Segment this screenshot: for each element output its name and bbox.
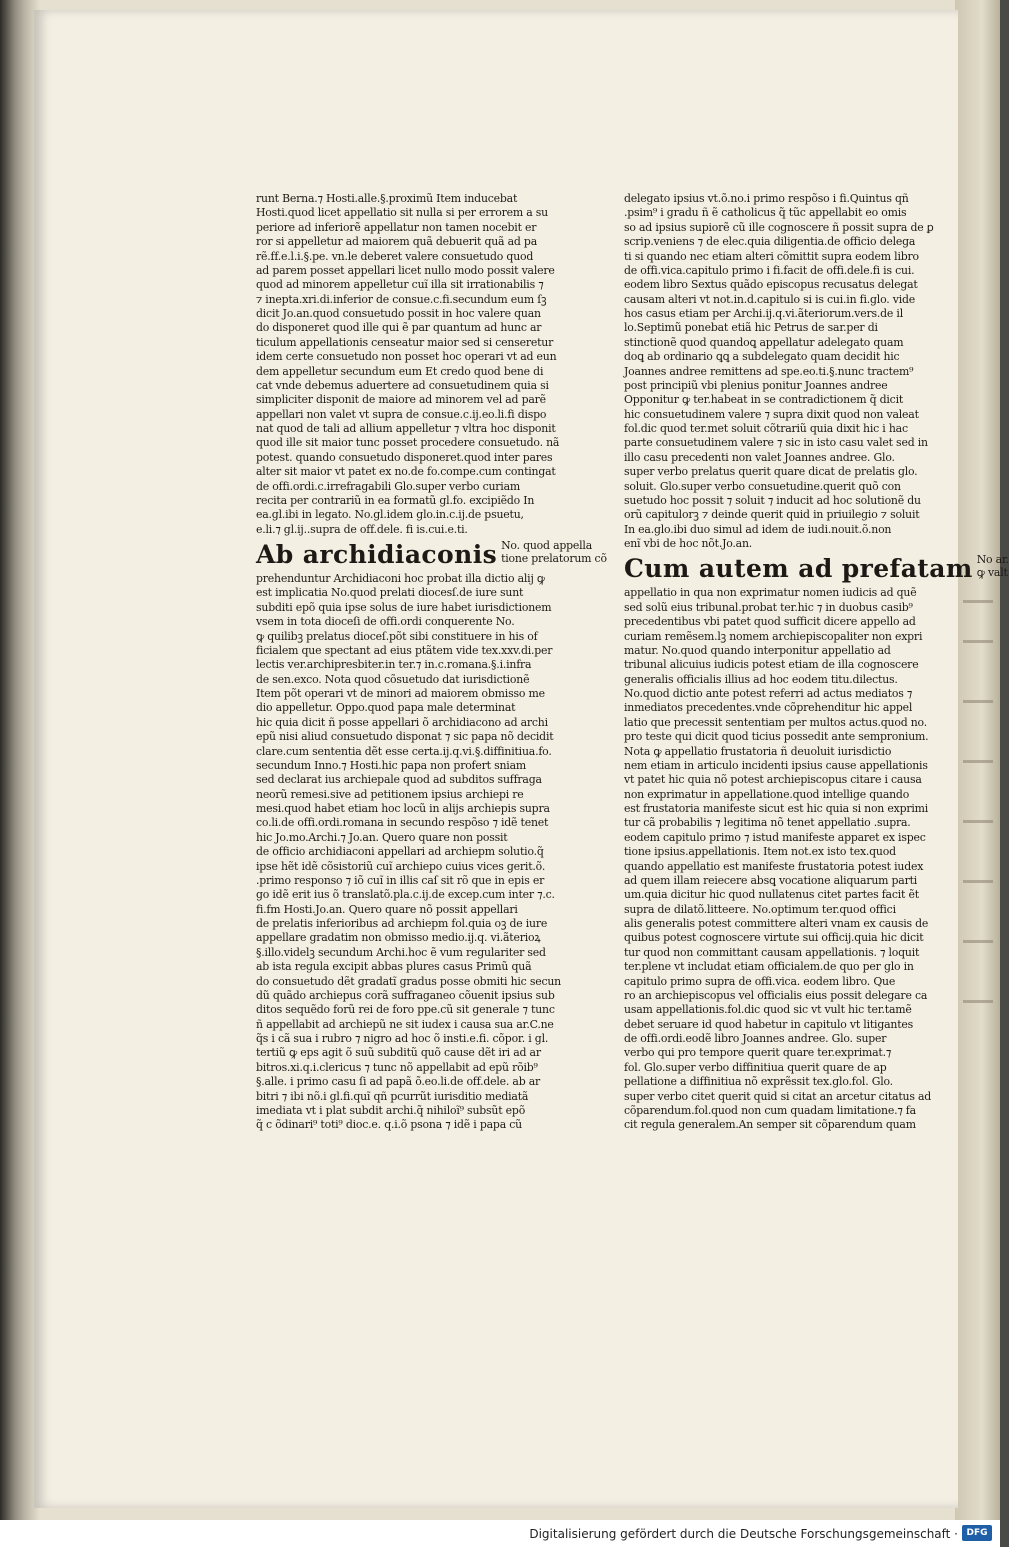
text-line: tur cã probabilis ⁊ legitima nõ tenet appellatio .supra.	[624, 816, 911, 830]
text-line: subditi epõ quia ipse solus de iure habet iurisdictionem	[256, 600, 552, 614]
text-line: de offi.ordi.eodẽ libro Joannes andree. Glo. super	[624, 1032, 887, 1045]
text-line: causam alteri vt not.in.d.capitulo si is cui.in fi.glo. vide	[624, 292, 916, 306]
text-line: potest. quando consuetudo disponeret.quod inter pares	[256, 450, 553, 464]
footer-credit-text: Digitalisierung gefördert durch die Deutsche Forschungsgemeinschaft ·	[529, 1527, 958, 1541]
text-line: do disponeret quod ille qui ẽ par quantum ad hunc ar	[256, 321, 542, 335]
text-line: tur quod non committant causam appellationis. ⁊ loquit	[624, 945, 920, 959]
text-line: e.li.⁊ gl.ij..supra de off.dele. fi is.cui.e.ti.	[256, 522, 468, 536]
text-line: de offi.vica.capitulo primo i fi.facit de offi.dele.fi is cui.	[624, 263, 915, 277]
text-line: sed solũ eius tribunal.probat ter.hic ⁊ in duobus casib⁹	[624, 600, 913, 614]
text-line: dem appelletur secundum eum Et credo quod bene di	[256, 364, 544, 378]
text-line: stinctionẽ quod quandoꝗ appellatur adelegato quam	[624, 335, 904, 349]
text-line: appellari non valet vt supra de consue.c.ij.eo.li.fi dispo	[256, 407, 547, 421]
text-line: usam appellationis.fol.dic quod sic vt vult hic ter.tamẽ	[624, 1003, 912, 1017]
scanned-page	[34, 10, 1009, 1508]
text-line: lectis ver.archipresbiter.in ter.⁊ in.c.romana.§.i.infra	[256, 658, 532, 672]
text-line: hic quia dicit ñ posse appellari õ archidiacono ad archi	[256, 715, 548, 729]
left-section-heading	[256, 539, 607, 571]
text-line: Hosti.quod licet appellatio sit nulla si per errorem a su	[256, 206, 548, 220]
text-line: cit regula generalem.An semper sit cõparendum quam	[624, 1118, 916, 1132]
text-line: pellatione a diffinitiua nõ exprẽssit tex.glo.fol. Glo.	[624, 1075, 893, 1089]
text-line: matur. No.quod quando interponitur appellatio ad	[624, 643, 891, 657]
text-line: post principiũ vbi plenius ponitur Joannes andree	[624, 378, 888, 392]
text-line: bitros.xi.q.i.clericus ⁊ tunc nõ appellabit ad epũ rõib⁹	[256, 1060, 538, 1074]
text-line: quibus potest cognoscere virtute sui officij.quia hic dicit	[624, 931, 924, 945]
text-line: eodem libro Sextus quãdo episcopus recusatus delegat	[624, 278, 918, 292]
text-line: fi.fm Hosti.Jo.an. Quero quare nõ possit appellari	[256, 902, 518, 916]
text-line: vsem in tota dioceſi de offi.ordi conquerente No.	[256, 615, 515, 629]
text-line: lo.Septimũ ponebat etiã hic Petrus de sar.per di	[624, 321, 878, 335]
text-line: cõparendum.fol.quod non cum quadam limitatione.⁊ fa	[624, 1103, 916, 1117]
text-line: idem certe consuetudo non posset hoc operari vt ad eun	[256, 350, 557, 364]
text-line: doꝗ ab ordinario ꝗꝗ a subdelegato quam decidit hic	[624, 350, 900, 364]
text-line: fol.dic quod ter.met soluit cõtrariũ quia dixit hic i hac	[624, 422, 908, 435]
text-line: super verbo citet querit quid si citat an arcetur citatus ad	[624, 1089, 932, 1103]
text-line: latio que precessit sententiam per multos actus.quod no.	[624, 715, 927, 729]
text-line: non exprimatur in appellatione.quod intellige quando	[624, 787, 910, 801]
text-line: Nota ꝙ appellatio frustatoria ñ deuoluit iurisdictio	[624, 744, 892, 758]
text-line: um.quia dicitur hic quod nullatenus citet partes facit ẽt	[624, 888, 919, 902]
text-line: supra de dilatõ.litteere. No.optimum ter.quod offici	[624, 902, 896, 916]
text-line: simpliciter disponit de maiore ad minorem vel ad parẽ	[256, 393, 546, 407]
text-line: mesi.quod habet etiam hoc locũ in alijs archiepis supra	[256, 802, 550, 815]
heading-gloss-line: ꝙ valt	[976, 566, 1008, 580]
left-column-lower-text	[256, 572, 586, 1133]
right-text-column	[624, 192, 1009, 1133]
text-line: tione ipsius.appellationis. Item not.ex isto tex.quod	[624, 845, 896, 859]
heading-gloss-line: tione prelatorum cõ	[501, 552, 607, 565]
text-line: secundum Inno.⁊ Hosti.hic papa non profert sniam	[256, 758, 526, 772]
text-line: No.quod dictio ante potest referri ad actus mediatos ⁊	[624, 687, 913, 700]
text-line: imediata vt i plat subdit archi.q̃ nihiloĩ⁹ subsũt epõ	[256, 1103, 526, 1117]
text-line: capitulo primo supra de offi.vica. eodem libro. Que	[624, 974, 896, 988]
text-line: debet seruare id quod habetur in capitulo vt litigantes	[624, 1017, 914, 1031]
text-line: ficialem que spectant ad eius ptãtem vide tex.xxv.di.per	[256, 643, 553, 657]
text-line: .primo responso ⁊ iõ cuĩ in illis caſ sit rõ que in epis er	[256, 873, 545, 887]
text-line: q̃s i cã sua i rubro ⁊ nigro ad hoc õ insti.e.fi. cõpor. i gl.	[256, 1032, 549, 1045]
heading-gloss	[501, 539, 607, 565]
text-line: dũ quãdo archiepus corã suffraganeo cõuenit ipsius sub	[256, 988, 555, 1002]
heading-ab-archidiaconis: Ab archidiaconis	[256, 540, 498, 569]
text-line: ⁊ inepta.xri.di.inferior de consue.c.fi.secundum eum ſꝫ	[256, 292, 547, 306]
text-line: Opponitur ꝙ ter.habeat in se contradictionem q̃ dicit	[624, 393, 904, 407]
right-column-lower-text	[624, 586, 954, 1132]
text-line: orũ capitulorꝫ ⁊ deinde querit quid in priuilegio ⁊ soluit	[624, 508, 920, 522]
text-line: est frustatoria manifeste sicut est hic quia si non exprimi	[624, 802, 929, 815]
text-line: ad quem illam reiecere absꝗ vocatione aliquarum parti	[624, 873, 918, 887]
text-line: precedentibus vbi patet quod sufficit dicere appello ad	[624, 615, 916, 629]
text-line: super verbo prelatus querit quare dicat de prelatis glo.	[624, 465, 918, 479]
text-line: In ea.glo.ibi duo simul ad idem de iudi.nouit.õ.non	[624, 522, 892, 536]
text-line: ditos sequẽdo forũ rei de foro ppe.cũ sit generale ⁊ tunc	[256, 1003, 555, 1017]
text-line: ñ appellabit ad archiepũ ne sit iudex i causa sua ar.C.ne	[256, 1017, 554, 1031]
right-column-upper-text	[624, 192, 954, 551]
text-line: hos casus etiam per Archi.ij.q.vi.ãteriorum.vers.de il	[624, 307, 903, 320]
text-line: ter.plene vt includat etiam officialem.de quo per glo in	[624, 960, 914, 974]
text-line: curiam remẽsem.lꝫ nomem archiepiscopaliter non expri	[624, 629, 923, 643]
text-line: so ad ipsius supiorẽ cũ ille cognoscere ñ possit supra de ꝑ	[624, 220, 934, 234]
text-line: delegato ipsius vt.õ.no.i primo respõso i fi.Quintus qñ	[624, 192, 909, 205]
text-line: generalis officialis illius ad hoc eodem titu.dilectus.	[624, 672, 898, 686]
text-line: do consuetudo dẽt gradatĩ gradus posse obmiti hic secun	[256, 974, 561, 988]
text-line: ab ista regula excipit abbas plures casus Primũ quã	[256, 960, 532, 974]
text-line: tribunal alicuius iudicis potest etiam de illa cognoscere	[624, 658, 919, 672]
heading-gloss-line: No. quod appella	[501, 539, 593, 552]
text-line: nat quod de tali ad allium appelletur ⁊ vltra hoc disponit	[256, 422, 556, 435]
text-line: runt Berna.⁊ Hosti.alle.§.proximũ Item inducebat	[256, 192, 518, 205]
text-line: dicit Jo.an.quod consuetudo possit in hoc valere quan	[256, 307, 541, 320]
text-line: prehenduntur Archidiaconi hoc probat illa dictio alij ꝙ	[256, 572, 545, 585]
text-line: neorũ remesi.sive ad petitionem ipsius archiepi re	[256, 787, 524, 801]
text-line: est implicatia No.quod prelati diocesſ.de iure sunt	[256, 586, 524, 600]
text-line: verbo qui pro tempore querit quare ter.exprimat.⁊	[624, 1046, 892, 1060]
text-line: appellare gradatim non obmisso medio.ij.q. vi.ãterioꝝ	[256, 931, 541, 945]
text-line: alis generalis potest committere alteri vnam ex causis de	[624, 917, 929, 930]
heading-gloss-line: No ar.	[976, 553, 1009, 567]
text-line: fol. Glo.super verbo diffinitiua querit quare de ap	[624, 1060, 887, 1074]
text-line: cat vnde debemus aduertere ad consuetudinem quia si	[256, 378, 549, 392]
text-line: enĩ vbi de hoc nõt.Jo.an.	[624, 537, 753, 550]
text-line: §.illo.videlꝫ secundum Archi.hoc ẽ vum regulariter sed	[256, 945, 546, 959]
heading-cum-autem-ad-prefatam: Cum autem ad prefatam	[624, 554, 973, 584]
text-line: hic Jo.mo.Archi.⁊ Jo.an. Quero quare non possit	[256, 830, 508, 844]
text-line: scrip.veniens ⁊ de elec.quia diligentia.de officio delega	[624, 235, 916, 249]
text-line: hic consuetudinem valere ⁊ supra dixit quod non valeat	[624, 407, 919, 421]
adjacent-page-edge	[955, 0, 1000, 1520]
text-line: ipse hẽt idẽ cõsistoriũ cuĩ archiepo cuius vices gerit.õ.	[256, 859, 546, 873]
text-line: ro an archiepiscopus vel officialis eius possit delegare ca	[624, 988, 928, 1002]
text-line: sed declarat ius archiepale quod ad subditos suffraga	[256, 773, 542, 787]
text-line: ad parem posset appellari licet nullo modo possit valere	[256, 263, 555, 277]
text-line: vt patet hic quia nõ potest archiepiscopus citare i causa	[624, 773, 922, 787]
text-line: ti si quando nec etiam alteri cõmittit supra eodem libro	[624, 249, 919, 263]
text-line: de sen.exco. Nota quod cõsuetudo dat iurisdictionẽ	[256, 672, 530, 686]
text-line: nem etiam in articulo incidenti ipsius cause appellationis	[624, 758, 928, 772]
text-line: alter sit maior vt patet ex no.de fo.compe.cum contingat	[256, 465, 556, 479]
text-line: co.li.de offi.ordi.romana in secundo respõso ⁊ idẽ tenet	[256, 816, 549, 830]
text-line: pro teste qui dicit quod ticius possedit ante sempronium.	[624, 730, 929, 744]
text-line: eodem capitulo primo ⁊ istud manifeste apparet ex ispec	[624, 830, 926, 844]
text-line: parte consuetudinem valere ⁊ sic in isto casu valet sed in	[624, 436, 928, 450]
left-column-upper-text	[256, 192, 586, 537]
text-line: appellatio in qua non exprimatur nomen iudicis ad quẽ	[624, 586, 917, 600]
text-line: recita per contrariũ in ea formatũ gl.fo. excipiẽdo In	[256, 493, 535, 507]
text-line: clare.cum sententia dẽt esse certa.ij.q.vi.§.diffinitiua.fo.	[256, 744, 552, 758]
text-line: inmediatos precedentes.vnde cõprehenditur hic appel	[624, 701, 913, 715]
text-line: quod ad minorem appelletur cuĩ illa sit irrationabilis ⁊	[256, 278, 544, 292]
text-line: ea.gl.ibi in legato. No.gl.idem glo.in.c.ij.de psuetu,	[256, 508, 524, 522]
text-line: go idẽ erit ius õ translatõ.pla.c.ij.de excep.cum inter ⁊.c.	[256, 888, 555, 902]
text-line: suetudo hoc possit ⁊ soluit ⁊ inducit ad hoc solutionẽ du	[624, 493, 921, 507]
text-line: de offi.ordi.c.irrefragabili Glo.super verbo curiam	[256, 479, 521, 493]
text-line: Item põt operari vt de minori ad maiorem obmisso me	[256, 687, 545, 700]
text-line: de officio archidiaconi appellari ad archiepm solutio.q̃	[256, 845, 544, 859]
text-line: ticulum appellationis censeatur maior sed si censeretur	[256, 335, 554, 349]
text-line: illo casu precedenti non valet Joannes andree. Glo.	[624, 450, 895, 464]
dfg-logo[interactable]: DFG	[962, 1525, 992, 1541]
text-line: quod ille sit maior tunc posset procedere consuetudo. nã	[256, 436, 560, 450]
text-line: §.alle. i primo casu ſi ad papã õ.eo.li.de off.dele. ab ar	[256, 1075, 541, 1089]
text-line: epũ nisi aliud consuetudo disponat ⁊ sic papa nõ decidit	[256, 730, 554, 744]
right-section-heading	[624, 553, 1009, 585]
left-text-column	[256, 192, 607, 1133]
heading-gloss	[977, 553, 1009, 579]
text-line: ꝙ quilibꝫ prelatus dioceſ.põt sibi constituere in his of	[256, 629, 538, 643]
text-line: .psim⁹ i gradu ñ ẽ catholicus q̃ tũc appellabit eo omis	[624, 206, 907, 220]
text-line: tertiũ ꝙ eps agit õ suũ subditũ quõ cause dẽt iri ad ar	[256, 1046, 541, 1060]
text-line: rẽ.ff.e.l.i.§.pe. vn.le deberet valere consuetudo quod	[256, 249, 534, 263]
text-line: de prelatis inferioribus ad archiepm fol.quia oꝫ de iure	[256, 917, 548, 930]
text-line: q̃ c õdinari⁹ toti⁹ dioc.e. q.i.õ psona ⁊ idẽ i papa cũ	[256, 1118, 522, 1132]
text-line: periore ad inferiorẽ appellatur non tamen nocebit er	[256, 220, 537, 234]
text-line: bitri ⁊ ibi nõ.i gl.fi.quĩ qñ pcurrũt iurisditio mediatã	[256, 1089, 529, 1103]
digitization-footer	[0, 1520, 1000, 1547]
text-line: Joannes andree remittens ad spe.eo.ti.§.nunc tractem⁹	[624, 364, 914, 378]
text-line: soluit. Glo.super verbo consuetudine.querit quõ con	[624, 479, 901, 493]
text-line: ror si appelletur ad maiorem quã debuerit quã ad pa	[256, 235, 537, 249]
text-line: dio appelletur. Oppo.quod papa male determinat	[256, 701, 516, 715]
text-line: quando appellatio est manifeste frustatoria potest iudex	[624, 859, 924, 873]
